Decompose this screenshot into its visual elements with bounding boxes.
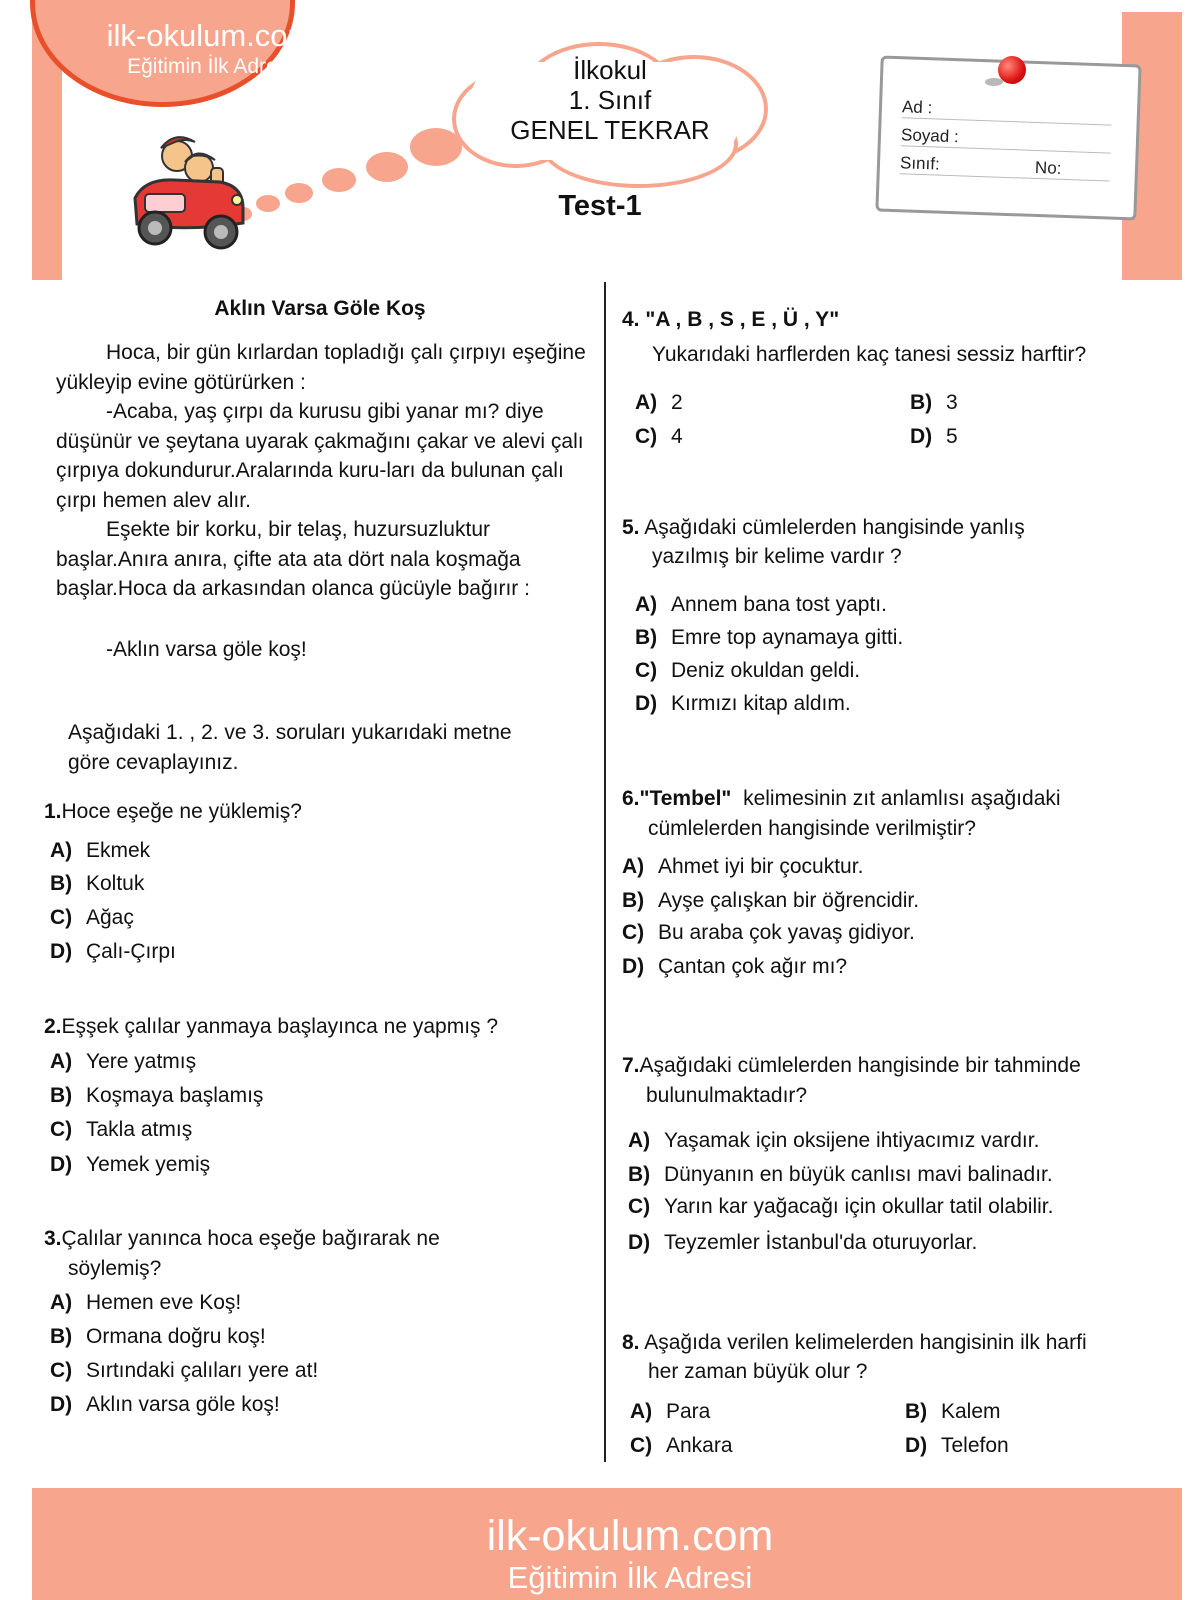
option-text: Yarın kar yağacağı için okullar tatil olabilir. <box>664 1195 1054 1218</box>
option-letter: B) <box>905 1400 928 1423</box>
story-paragraph-3: Eşekte bir korku, bir telaş, huzursuzluktur başlar.Anıra anıra, çifte ata ata dört nala koşmağa başlar.Hoca da arkasından olanca gücüyle bağırır : <box>56 518 530 600</box>
option-letter: D) <box>635 692 658 715</box>
school-level: İlkokul <box>573 55 647 85</box>
question-number: 2. <box>44 1015 62 1038</box>
q2-option-b[interactable] <box>50 1081 263 1111</box>
option-text: Koltuk <box>86 872 145 895</box>
question-2 <box>44 1012 498 1042</box>
question-number: 6. <box>622 787 640 810</box>
thought-bubble-5 <box>366 152 408 182</box>
option-text: 2 <box>671 391 683 414</box>
option-text: Emre top aynamaya gitti. <box>671 626 904 649</box>
question-number: 1. <box>44 800 62 823</box>
q5-option-d[interactable] <box>635 689 851 719</box>
surname-label: Soyad : <box>900 125 960 147</box>
q4-option-b[interactable] <box>910 388 958 418</box>
q8-option-b[interactable] <box>905 1397 1001 1427</box>
q8-option-d[interactable] <box>905 1431 1009 1461</box>
option-text: Bu araba çok yavaş gidiyor. <box>658 921 915 944</box>
option-letter: D) <box>50 940 73 963</box>
q6-option-a[interactable] <box>622 852 863 882</box>
option-text: Çalı-Çırpı <box>86 940 176 963</box>
story-instruction: Aşağıdaki 1. , 2. ve 3. soruları yukarıdaki metne göre cevaplayınız. <box>68 721 512 774</box>
option-text: Para <box>666 1400 711 1423</box>
q4-option-a[interactable] <box>635 388 683 418</box>
question-text: Hoce eşeğe ne yüklemiş? <box>61 800 302 823</box>
q1-option-b[interactable] <box>50 869 144 899</box>
surname-line <box>901 145 1111 153</box>
class-line <box>900 173 1110 181</box>
question-number: 8. <box>622 1331 640 1354</box>
option-letter: A) <box>628 1129 651 1152</box>
option-text: Yere yatmış <box>86 1050 197 1073</box>
q2-option-c[interactable] <box>50 1115 192 1145</box>
option-text: Koşmaya başlamış <box>86 1084 264 1107</box>
option-letter: B) <box>628 1163 651 1186</box>
question-text-line-1: kelimesinin zıt anlamlısı aşağıdaki <box>743 787 1061 810</box>
question-keyword: "Tembel" <box>639 787 732 810</box>
option-letter: D) <box>910 425 933 448</box>
question-number: 4. <box>622 308 640 331</box>
first-name-line <box>902 117 1112 125</box>
story-paragraph-2: -Acaba, yaş çırpı da kurusu gibi yanar mı? diye düşünür ve şeytana uyarak çakmağını çakar ve alevi çalı çırpıya dokundurur.Aralarında kuru-ları da bulunan çalı çırpı hemen alev alır. <box>56 400 584 512</box>
q7-option-a[interactable] <box>628 1126 1039 1156</box>
q4-option-c[interactable] <box>635 422 683 452</box>
option-text: Annem bana tost yaptı. <box>671 593 887 616</box>
option-letter: B) <box>622 889 645 912</box>
option-text: Kalem <box>941 1400 1001 1423</box>
option-text: Hemen eve Koş! <box>86 1291 242 1314</box>
q7-option-b[interactable] <box>628 1160 1053 1190</box>
q2-option-a[interactable] <box>50 1047 196 1077</box>
option-text: 5 <box>946 425 958 448</box>
option-text: Ekmek <box>86 839 151 862</box>
question-text: Eşşek çalılar yanmaya başlayınca ne yapmış ? <box>61 1015 499 1038</box>
q7-option-d[interactable] <box>628 1228 977 1258</box>
logo-site-name: ilk-okulum.com <box>106 18 314 53</box>
q1-option-d[interactable] <box>50 937 176 967</box>
option-letter: D) <box>628 1231 651 1254</box>
option-text: Ahmet iyi bir çocuktur. <box>658 855 864 878</box>
q6-option-c[interactable] <box>622 918 915 948</box>
option-letter: A) <box>50 1291 73 1314</box>
story-paragraph-1: Hoca, bir gün kırlardan topladığı çalı çırpıyı eşeğine yükleyip evine götürürken : <box>56 341 586 394</box>
option-letter: C) <box>50 1118 73 1141</box>
car-illustration <box>125 128 250 253</box>
title-block <box>455 55 765 145</box>
pushpin-icon <box>998 56 1026 84</box>
q4-option-d[interactable] <box>910 422 958 452</box>
question-5-line-2: yazılmış bir kelime vardır ? <box>652 545 902 568</box>
option-letter: D) <box>50 1153 73 1176</box>
thought-bubble-3 <box>285 183 313 203</box>
question-3 <box>44 1224 440 1254</box>
option-letter: C) <box>50 1359 73 1382</box>
question-text-line-1: Aşağıdaki cümlelerden hangisinde yanlış <box>644 516 1025 539</box>
footer-slogan: Eğitimin İlk Adresi <box>507 1560 753 1595</box>
option-letter: C) <box>50 906 73 929</box>
option-letter: C) <box>628 1195 651 1218</box>
column-divider <box>604 282 606 1462</box>
option-letter: C) <box>635 659 658 682</box>
option-letter: C) <box>630 1434 653 1457</box>
q3-option-a[interactable] <box>50 1288 241 1318</box>
question-4 <box>622 305 839 335</box>
question-7 <box>622 1051 1081 1081</box>
question-letters: "A , B , S , E , Ü , Y" <box>645 308 840 331</box>
option-text: Dünyanın en büyük canlısı mavi balinadır. <box>664 1163 1053 1186</box>
question-8 <box>622 1328 1087 1358</box>
q3-option-b[interactable] <box>50 1322 266 1352</box>
q8-option-c[interactable] <box>630 1431 733 1461</box>
question-8-line-2: her zaman büyük olur ? <box>648 1360 868 1383</box>
option-text: Telefon <box>941 1434 1009 1457</box>
question-3-line-2: söylemiş? <box>68 1257 162 1280</box>
q1-option-a[interactable] <box>50 836 150 866</box>
option-text: Ankara <box>666 1434 733 1457</box>
question-number: 5. <box>622 516 640 539</box>
option-text: Ayşe çalışkan bir öğrencidir. <box>658 889 920 912</box>
option-text: Aklın varsa göle koş! <box>86 1393 280 1416</box>
option-letter: B) <box>50 1325 73 1348</box>
option-text: Yemek yemiş <box>86 1153 211 1176</box>
option-text: Sırtındaki çalıları yere at! <box>86 1359 319 1382</box>
logo-slogan: Eğitimin İlk Adresi <box>127 55 293 78</box>
option-letter: B) <box>635 626 658 649</box>
test-title: Test-1 <box>558 190 642 222</box>
q5-option-b[interactable] <box>635 623 903 653</box>
question-5 <box>622 513 1025 543</box>
story-paragraph-4: -Aklın varsa göle koş! <box>106 638 307 661</box>
question-text-line-1: Aşağıda verilen kelimelerden hangisinin ilk harfi <box>644 1331 1087 1354</box>
option-text: Deniz okuldan geldi. <box>671 659 861 682</box>
option-letter: B) <box>910 391 933 414</box>
question-4-text: Yukarıdaki harflerden kaç tanesi sessiz harftir? <box>652 343 1087 366</box>
question-6 <box>622 784 1061 814</box>
question-text-line-1: Çalılar yanınca hoca eşeğe bağırarak ne <box>61 1227 440 1250</box>
option-letter: A) <box>635 593 658 616</box>
question-number: 7. <box>622 1054 640 1077</box>
option-text: Kırmızı kitap aldım. <box>671 692 851 715</box>
question-1 <box>44 797 302 827</box>
option-letter: A) <box>622 855 645 878</box>
question-number: 3. <box>44 1227 62 1250</box>
grade-label: 1. Sınıf <box>568 85 652 115</box>
question-6-line-2: cümlelerden hangisinde verilmiştir? <box>648 817 976 840</box>
option-letter: B) <box>50 872 73 895</box>
option-letter: A) <box>50 839 73 862</box>
q6-option-d[interactable] <box>622 952 847 982</box>
option-text: Takla atmış <box>86 1118 193 1141</box>
q3-option-d[interactable] <box>50 1390 280 1420</box>
option-letter: B) <box>50 1084 73 1107</box>
option-letter: D) <box>50 1393 73 1416</box>
option-text: 4 <box>671 425 683 448</box>
q1-option-c[interactable] <box>50 903 134 933</box>
option-letter: C) <box>622 921 645 944</box>
footer-site-name: ilk-okulum.com <box>486 1512 774 1560</box>
option-letter: C) <box>635 425 658 448</box>
option-text: Yaşamak için oksijene ihtiyacımız vardır. <box>664 1129 1040 1152</box>
first-name-label: Ad : <box>901 97 933 118</box>
option-text: Ağaç <box>86 906 134 929</box>
thought-bubble-2 <box>256 195 280 212</box>
subject-title: GENEL TEKRAR <box>510 115 710 145</box>
question-text-line-1: Aşağıdaki cümlelerden hangisinde bir tahminde <box>639 1054 1081 1077</box>
option-letter: A) <box>635 391 658 414</box>
q6-option-b[interactable] <box>622 886 919 916</box>
option-letter: D) <box>905 1434 928 1457</box>
option-text: 3 <box>946 391 958 414</box>
story-title: Aklın Varsa Göle Koş <box>214 297 426 320</box>
option-text: Çantan çok ağır mı? <box>658 955 848 978</box>
option-letter: D) <box>622 955 645 978</box>
option-text: Ormana doğru koş! <box>86 1325 266 1348</box>
q2-option-d[interactable] <box>50 1150 210 1180</box>
class-label: Sınıf: <box>899 153 941 174</box>
q3-option-c[interactable] <box>50 1356 318 1386</box>
thought-bubble-4 <box>322 168 356 192</box>
option-letter: A) <box>630 1400 653 1423</box>
q5-option-a[interactable] <box>635 590 887 620</box>
option-letter: A) <box>50 1050 73 1073</box>
number-label: No: <box>1034 157 1062 178</box>
q8-option-a[interactable] <box>630 1397 710 1427</box>
option-text: Teyzemler İstanbul'da oturuyorlar. <box>664 1231 978 1254</box>
q7-option-c[interactable] <box>628 1192 1053 1222</box>
question-7-line-2: bulunulmaktadır? <box>646 1084 808 1107</box>
pin-shadow <box>985 78 1003 86</box>
q5-option-c[interactable] <box>635 656 860 686</box>
